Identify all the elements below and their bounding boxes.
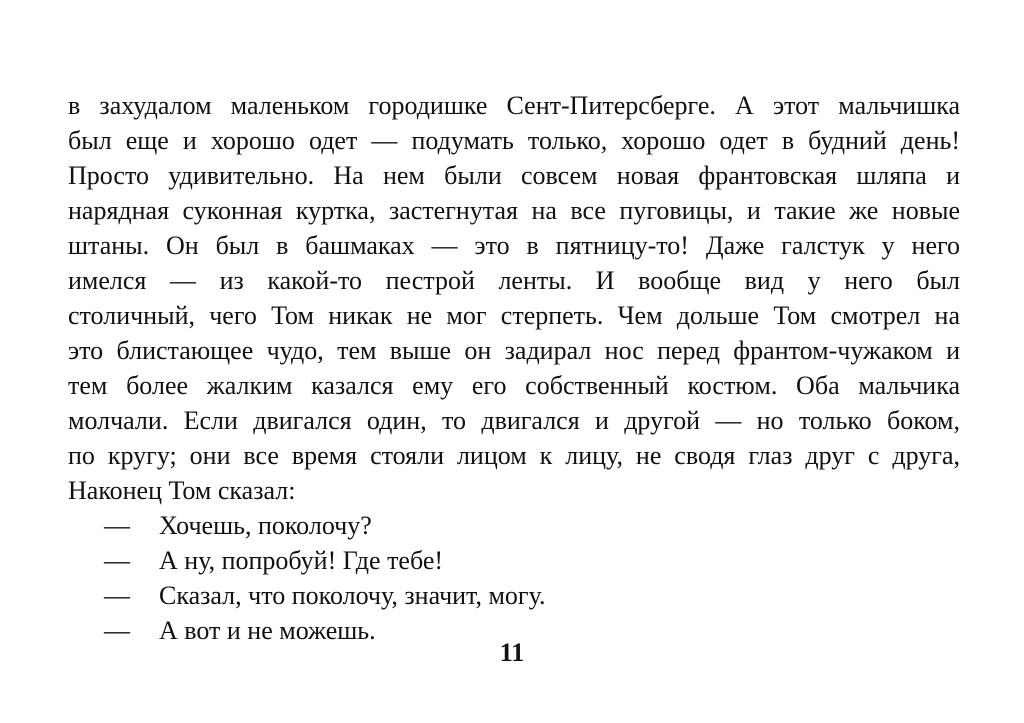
- text-line: Просто удивительно. На нем были совсем новая франтовская шляпа и: [68, 161, 960, 190]
- text-line: молчали. Если двигался один, то двигался и другой — но только боком,: [68, 406, 960, 435]
- page-number: 11: [499, 638, 525, 667]
- text-line: в захудалом маленьком городишке Сент-Питерсберге. А этот мальчишка: [68, 91, 960, 120]
- dialogue-line: [68, 508, 960, 543]
- text-line: это блистающее чудо, тем выше он задирал нос перед франтом-чужаком и: [68, 336, 960, 365]
- text-line: штаны. Он был в башмаках — это в пятницу-то! Даже галстук у него: [68, 231, 960, 260]
- page-text: [68, 88, 960, 648]
- dialogue-text: А ну, попробуй! Где тебе!: [159, 546, 444, 575]
- dialogue-text: А вот и не можешь.: [159, 616, 376, 645]
- text-line: был еще и хорошо одет — подумать только, хорошо одет в будний день!: [68, 126, 960, 155]
- dialogue-dash: —: [104, 581, 130, 610]
- dialogue-text: Сказал, что поколочу, значит, могу.: [159, 581, 546, 610]
- dialogue-line: [68, 543, 960, 578]
- dialogue-dash: —: [104, 511, 130, 540]
- dialogue-line: [68, 578, 960, 613]
- dialogue-text: Хочешь, поколочу?: [159, 511, 372, 540]
- text-line: имелся — из какой-то пестрой ленты. И вообще вид у него был: [68, 266, 960, 295]
- text-line: нарядная суконная куртка, застегнутая на все пуговицы, и такие же новые: [68, 196, 960, 225]
- dialogue-dash: —: [104, 616, 130, 645]
- text-line: столичный, чего Том никак не мог стерпеть. Чем дольше Том смотрел на: [68, 301, 960, 330]
- text-line: Наконец Том сказал:: [68, 476, 296, 505]
- text-line: тем более жалким казался ему его собственный костюм. Оба мальчика: [68, 371, 960, 400]
- text-line: по кругу; они все время стояли лицом к лицу, не сводя глаз друг с друга,: [68, 441, 960, 470]
- dialogue-dash: —: [104, 546, 130, 575]
